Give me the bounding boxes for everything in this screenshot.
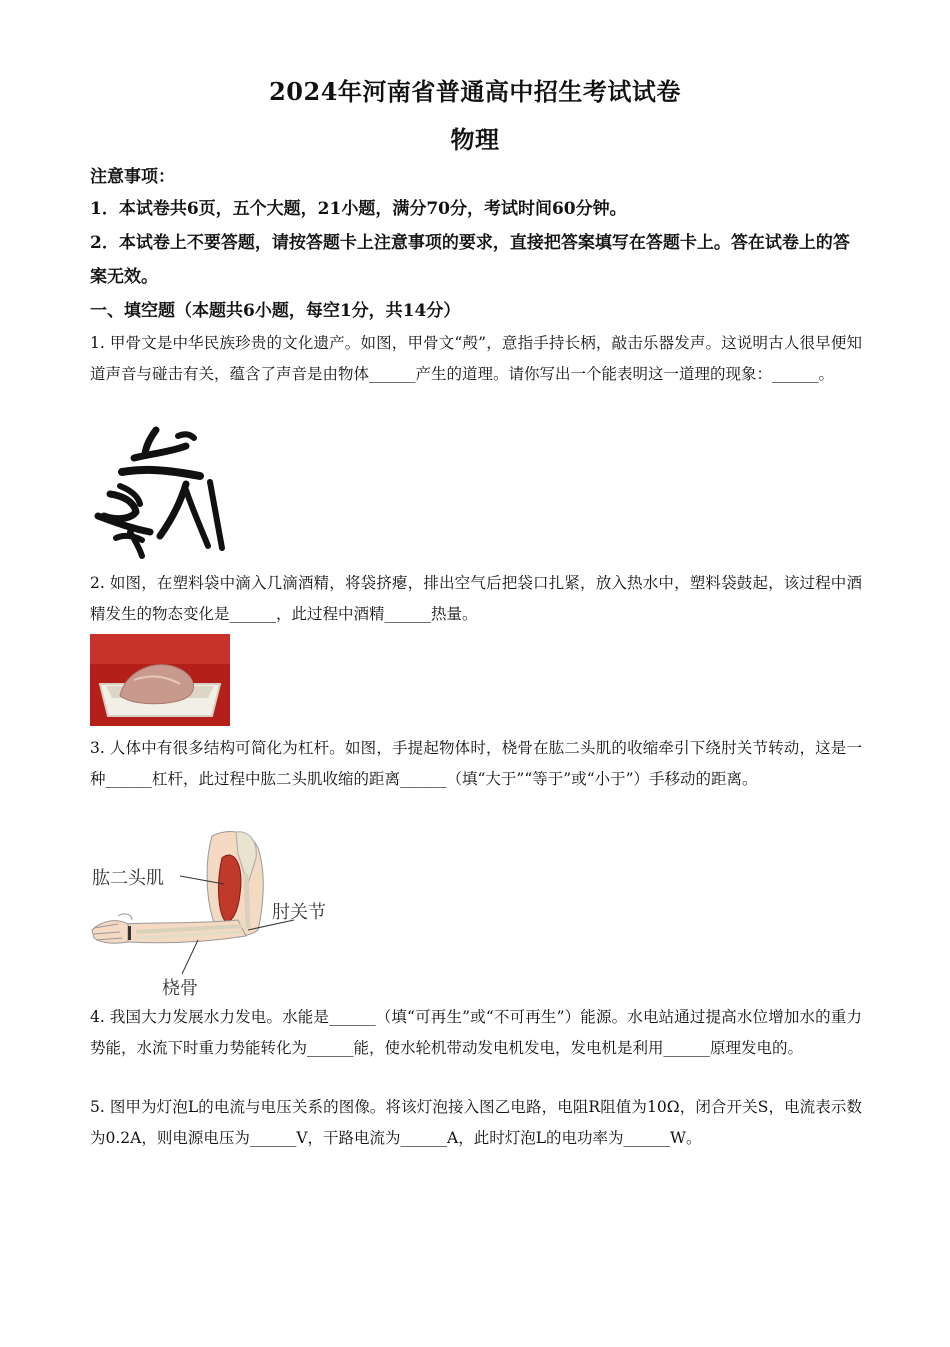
label-radius: 桡骨 — [162, 978, 198, 999]
label-elbow-joint: 肘关节 — [272, 902, 326, 923]
notice-item-2: 2．本试卷上不要答题，请按答题卡上注意事项的要求，直接把答案填写在答题卡上。答在试卷上的答案无效。 — [90, 233, 850, 287]
question-1: 1. 甲骨文是中华民族珍贵的文化遗产。如图，甲骨文“殸”，意指手持长柄，敲击乐器发声。这说明古人很早便知道声音与碰击有关，蕴含了声音是由物体______产生的道理。请你写出一个能表明这一道理的现象：______。 — [90, 334, 862, 383]
question-4: 4. 我国大力发展水力发电。水能是______（填“可再生”或“不可再生”）能源。水电站通过提高水位增加水的重力势能，水流下时重力势能转化为______能，使水轮机带动发电机发电，发电机是利用______原理发电的。 — [90, 1008, 862, 1057]
exam-title: 2024年河南省普通高中招生考试试卷 — [269, 77, 681, 106]
question-2: 2. 如图，在塑料袋中滴入几滴酒精，将袋挤瘪，排出空气后把袋口扎紧，放入热水中，塑料袋鼓起，该过程中酒精发生的物态变化是______，此过程中酒精______热量。 — [90, 574, 862, 623]
section-heading: 一、填空题（本题共6小题，每空1分，共14分） — [90, 301, 461, 321]
question-3: 3. 人体中有很多结构可简化为杠杆。如图，手提起物体时，桡骨在肱二头肌的收缩牵引下绕肘关节转动，这是一种______杠杆，此过程中肱二头肌收缩的距离______（填“大于”“等于”或“小于”）手移动的距离。 — [90, 739, 862, 788]
subject-title: 物理 — [450, 125, 500, 154]
label-biceps: 肱二头肌 — [92, 868, 164, 889]
notice-item-1: 1．本试卷共6页，五个大题，21小题，满分70分，考试时间60分钟。 — [90, 199, 627, 219]
question-5: 5. 图甲为灯泡L的电流与电压关系的图像。将该灯泡接入图乙电路，电阻R阻值为10Ω，闭合开关S，电流表示数为0.2A，则电源电压为______V，干路电流为______A，此时灯泡L的电功率为______W。 — [90, 1098, 862, 1147]
notice-heading: 注意事项： — [90, 167, 175, 187]
arm-lever-figure — [88, 824, 348, 1004]
oracle-bone-character-figure — [90, 424, 235, 559]
alcohol-bag-photo — [90, 634, 230, 726]
